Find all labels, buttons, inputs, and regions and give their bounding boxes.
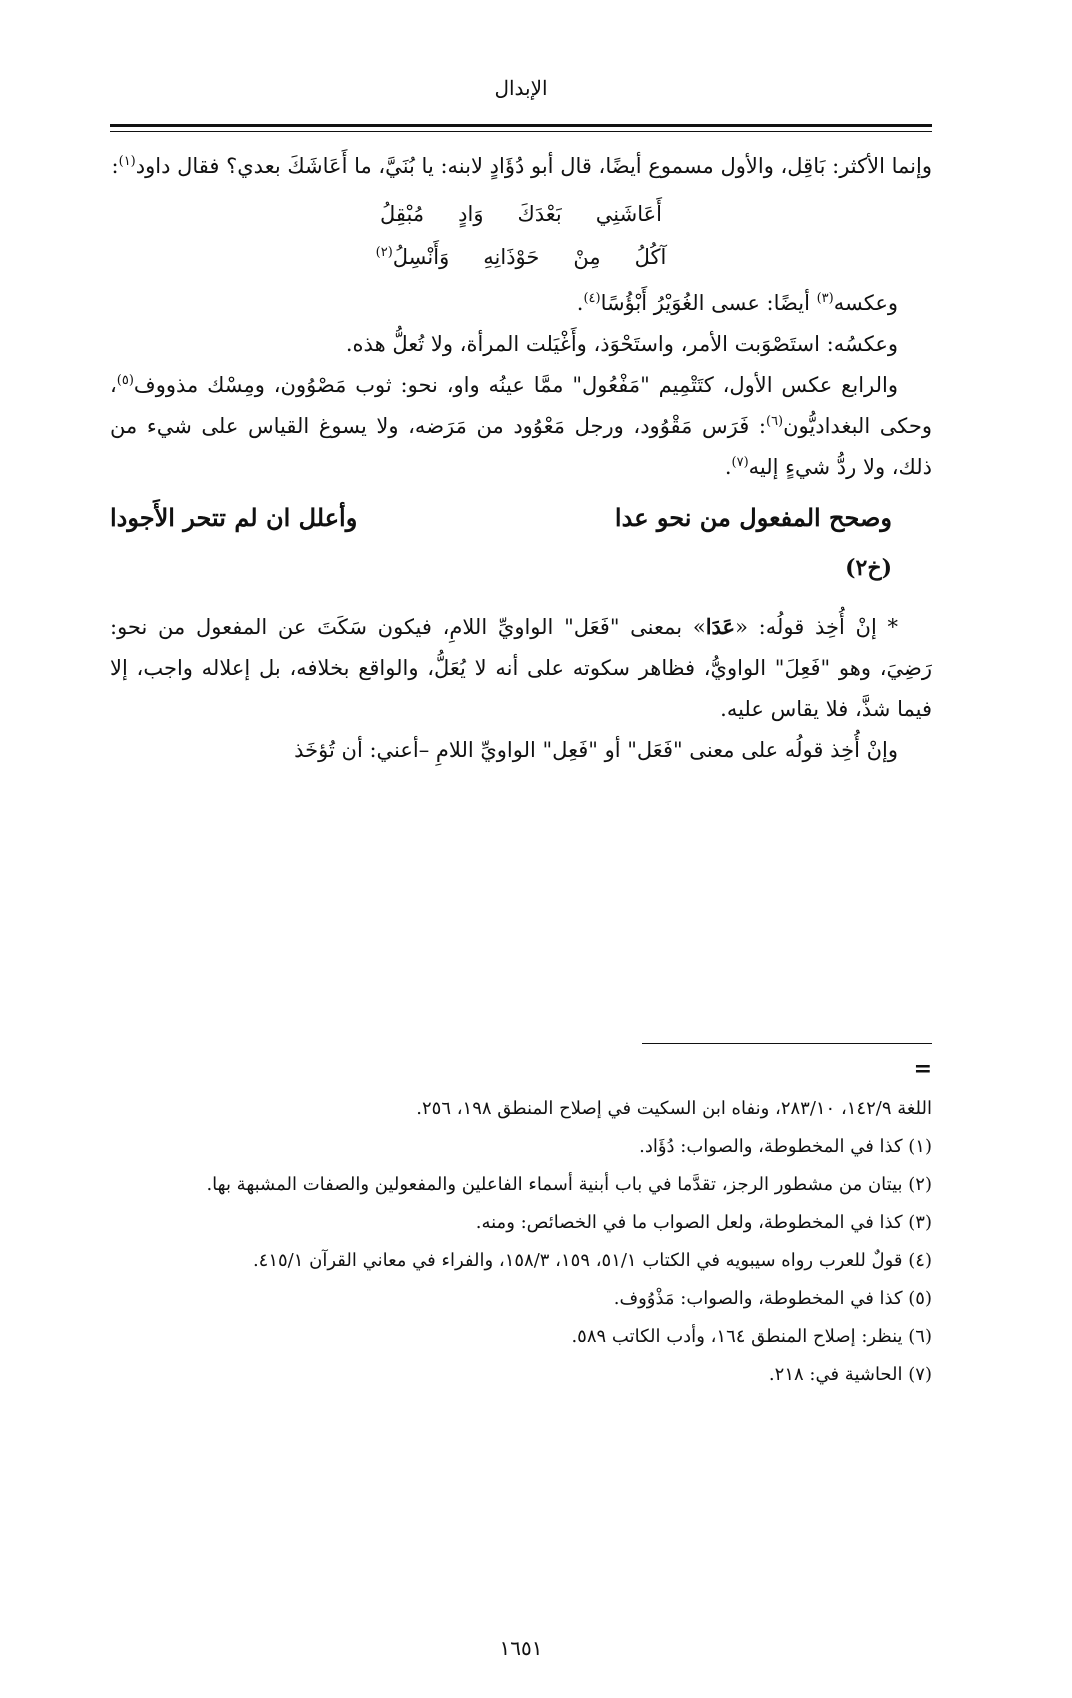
header-rule-thin bbox=[110, 131, 932, 132]
poem bbox=[110, 193, 932, 279]
running-header: الإبدال bbox=[494, 76, 548, 100]
footnote-ref-6: (٦) bbox=[765, 414, 784, 429]
paragraph-4-text-c: : فَرَس مَقْوُود، ورجل مَعْوُود من مَرَضه، ولا يسوغ القياس على شيء من ذلك، ولا ردُّ شيءٍ إليه bbox=[110, 414, 932, 479]
verse-word: بَعْدَكَ bbox=[517, 202, 562, 226]
footnotes bbox=[110, 1090, 932, 1394]
paragraph-4 bbox=[110, 365, 932, 488]
paragraph-1-end: : bbox=[111, 154, 119, 178]
footnote-5: (٥) كذا في المخطوطة، والصواب: مَذْوُوف. bbox=[613, 1288, 932, 1309]
footnote-7: (٧) الحاشية في: ٢١٨. bbox=[768, 1364, 932, 1385]
footnote-ref-2: (٢) bbox=[375, 245, 393, 260]
paragraph-4-text-b: ، وحكى البغداديُّون bbox=[110, 373, 932, 438]
paragraph-6: وإنْ أُخِذ قولُه على معنى "فَعَل" أو "فَعِل" الواويِّ اللامِ –أعني: أن تُؤخَذ bbox=[294, 738, 898, 762]
paragraph-2-text-c: . bbox=[576, 291, 584, 315]
verse-line-1 bbox=[110, 193, 932, 236]
alfiyya-second-hemistich: وأعلل ان لم تتحر الأَجودا bbox=[110, 503, 358, 532]
alfiyya-reference: (خ٢) bbox=[845, 555, 892, 581]
paragraph-2-text-a: وعكسه bbox=[833, 291, 898, 315]
footnote-ref-1: (١) bbox=[118, 154, 136, 169]
verse-word: وَأَنْسِلُ bbox=[392, 245, 450, 269]
paragraph-2-text-b: أيضًا: عسى الغُوَيْرُ أَبْؤُسًا bbox=[600, 291, 817, 315]
footnote-4: (٤) قولٌ للعرب رواه سيبويه في الكتاب ٥١/١، ١٥٩، ١٥٨/٣، والفراء في معاني القرآن ٤١٥/١. bbox=[252, 1250, 932, 1271]
verse-word-last bbox=[376, 236, 450, 279]
header-rule-thick bbox=[110, 124, 932, 127]
paragraph-5 bbox=[110, 606, 932, 730]
verse-word: مِنْ bbox=[573, 245, 601, 269]
paragraph-4-text-d: . bbox=[724, 455, 732, 479]
footnote-ref-3: (٣) bbox=[816, 291, 834, 306]
paragraph-1-text: وإنما الأكثر: بَاقِل، والأول مسموع أيضًا، قال أبو دُؤَادٍ لابنه: يا بُنَيَّ، ما أَعَاشَكَ بعدي؟ فقال داود bbox=[135, 154, 932, 178]
footnote-6: (٦) ينظر: إصلاح المنطق ١٦٤، وأدب الكاتب ٥٨٩. bbox=[571, 1326, 932, 1347]
paragraph-5-bold-word: عَدَا bbox=[705, 614, 736, 639]
paragraph-4-text-a: والرابع عكس الأول، كتَتْمِيم "مَفْعُول" ممَّا عينُه واو، نحو: ثوب مَصْوُون، ومِسْك مذووف bbox=[133, 373, 898, 397]
paragraph-1 bbox=[110, 146, 932, 187]
main-text bbox=[110, 146, 932, 771]
footnote-2: (٢) بيتان من مشطور الرجز، تقدَّما في باب أبنية أسماء الفاعلين والمفعولين والصفات المشبهة بها. bbox=[206, 1174, 932, 1195]
footnote-ref-5: (٥) bbox=[116, 373, 134, 388]
footnote-1: (١) كذا في المخطوطة، والصواب: دُؤَاد. bbox=[639, 1136, 932, 1157]
verse-word: حَوْذَانِهِ bbox=[483, 245, 540, 269]
paragraph-2 bbox=[110, 283, 932, 324]
footnote-3: (٣) كذا في المخطوطة، ولعل الصواب ما في الخصائص: ومنه. bbox=[475, 1212, 932, 1233]
page-number: ١٦٥١ bbox=[499, 1636, 543, 1660]
paragraph-5-text-b: » بمعنى "فَعَل" الواويِّ اللامِ، فيكون سَكَتَ عن المفعول من نحو: رَضِيَ، وهو "فَعِلَ" الواويُّ، فظاهر سكوته على أنه لا يُعَلُّ، والواقع بخلافه، بل إعلاله واجب، إلا فيما شذَّ، فلا يقاس عليه. bbox=[110, 615, 932, 721]
verse-word: مُبْقِلُ bbox=[380, 202, 425, 226]
alfiyya-first-hemistich: وصحح المفعول من نحو عدا bbox=[614, 503, 892, 532]
footnote-ref-7: (٧) bbox=[731, 455, 749, 470]
footnote-separator bbox=[642, 1043, 932, 1044]
continuation-mark: = bbox=[913, 1056, 932, 1082]
footnote-continuation: اللغة ١٤٢/٩، ٢٨٣/١٠، ونفاه ابن السكيت في إصلاح المنطق ١٩٨، ٢٥٦. bbox=[416, 1098, 932, 1119]
paragraph-5-text-a: * إنْ أُخِذ قولُه: « bbox=[735, 615, 898, 639]
book-page bbox=[110, 0, 932, 1698]
paragraph-3: وعكسُه: استَصْوَبت الأمر، واستَحْوَذ، وأَغْيَلت المرأة، ولا تُعلُّ هذه. bbox=[345, 332, 898, 356]
verse-word: أَعَاشَنِي bbox=[595, 202, 662, 226]
verse-word: آكُلُ bbox=[634, 245, 667, 269]
verse-word: وَادٍ bbox=[458, 202, 484, 226]
footnote-ref-4: (٤) bbox=[583, 291, 601, 306]
verse-line-2 bbox=[110, 236, 932, 279]
alfiyya-verse bbox=[110, 492, 932, 544]
